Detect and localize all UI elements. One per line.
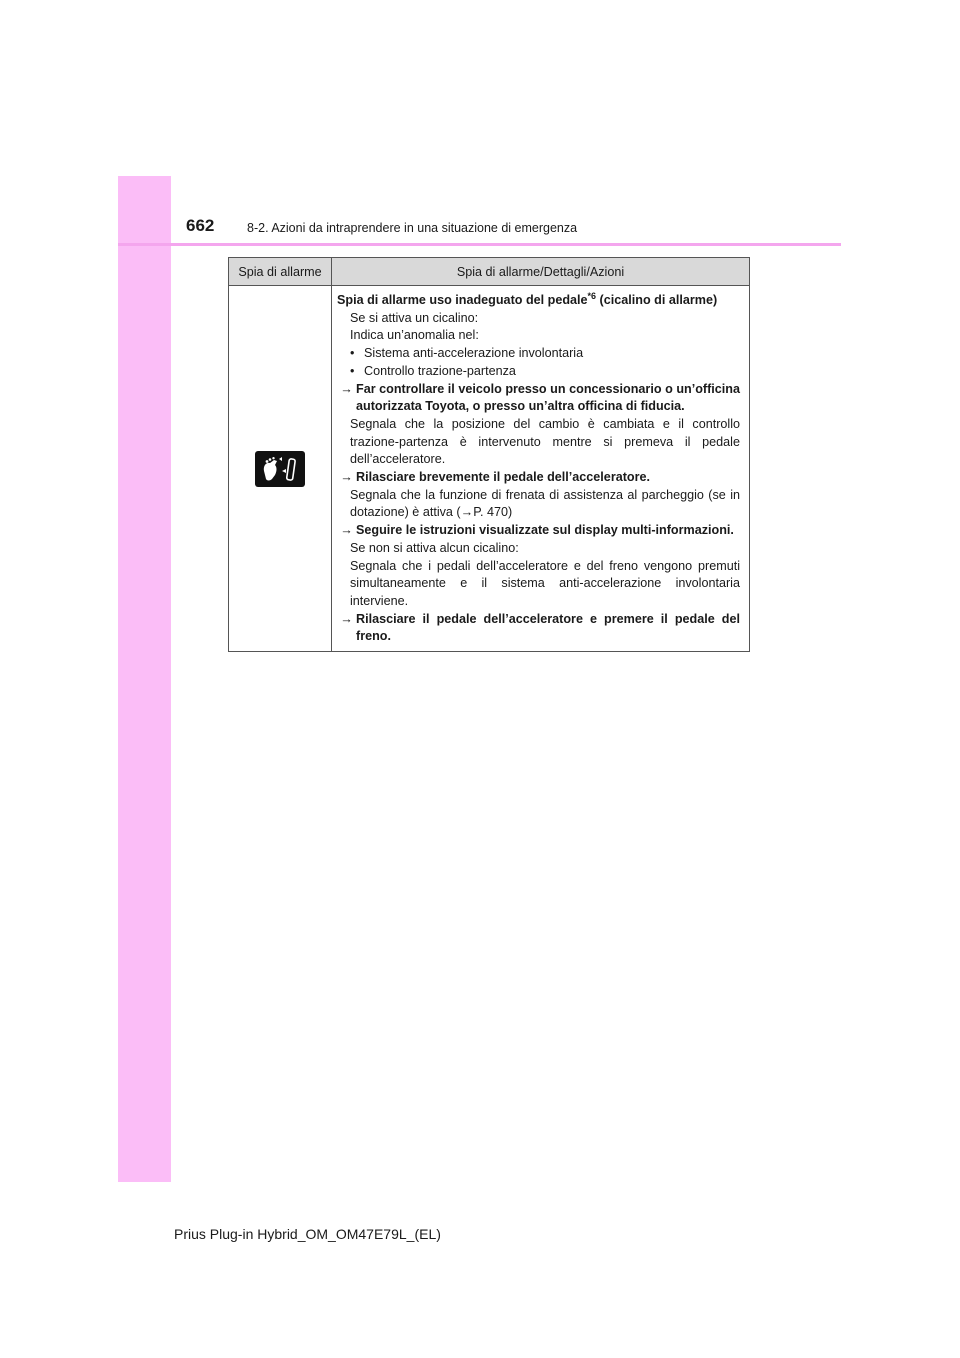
anomaly-intro: Indica un’anomalia nel: [350, 328, 479, 343]
warning-icon-cell [229, 286, 332, 652]
footnote-marker: *6 [587, 290, 597, 301]
list-item: • Sistema anti-accelerazione involontaria [350, 346, 584, 361]
warning-details-cell [332, 286, 750, 652]
description-text: Segnala che la posizione del cambio è cambiata e il controllo trazione-partenza è intervenuto mentre si premeva il pedale dell’acceleratore. [350, 416, 740, 467]
action-item: → Rilasciare brevemente il pedale dell’acceleratore. [337, 469, 740, 487]
condition-buzzer-off: Se non si attiva alcun cicalino: [350, 540, 519, 555]
arrow-icon: → [340, 470, 353, 485]
arrow-icon: → [340, 523, 353, 538]
warning-title: Spia di allarme uso inadeguato del pedale$^{*6}$ (cicalino di allarme) [337, 290, 718, 307]
arrow-icon: → [340, 381, 353, 396]
header-rule [118, 243, 841, 246]
description-text: Segnala che la funzione di frenata di assistenza al parcheggio (se in dotazione) è attiva (→P. 470) [350, 487, 740, 520]
page-reference: P. 470) [473, 505, 513, 520]
action-item: → Rilasciare il pedale dell’acceleratore e premere il pedale del freno. [337, 611, 740, 646]
description-text: Segnala che i pedali dell’acceleratore e del freno vengono premuti simultaneamente e il sistema anti-accelerazione involontaria interviene. [350, 558, 740, 608]
table-row [229, 286, 750, 652]
condition-buzzer-on: Se si attiva un cicalino: [350, 310, 479, 325]
action-item: → Seguire le istruzioni visualizzate sul display multi-informazioni. [337, 522, 740, 540]
page-number: 662 [186, 216, 215, 235]
arrow-icon: → [340, 611, 353, 626]
warning-light-table [228, 257, 750, 652]
pedal-misoperation-warning-icon [255, 451, 305, 487]
list-item: • Controllo trazione-partenza [350, 363, 516, 378]
column-header-details-actions: Spia di allarme/Dettagli/Azioni [332, 258, 750, 286]
table-header-row [229, 258, 750, 286]
action-item: → Far controllare il veicolo presso un concessionario o un’officina autorizzata Toyota, o presso un’altra officina di fiducia. [337, 381, 740, 416]
footer-document-id: Prius Plug-in Hybrid_OM_OM47E79L_(EL) [174, 1226, 441, 1242]
section-title: 8-2. Azioni da intraprendere in una situazione di emergenza [247, 221, 578, 235]
column-header-warning-light: Spia di allarme [229, 258, 332, 286]
side-tab-band [118, 176, 171, 1182]
